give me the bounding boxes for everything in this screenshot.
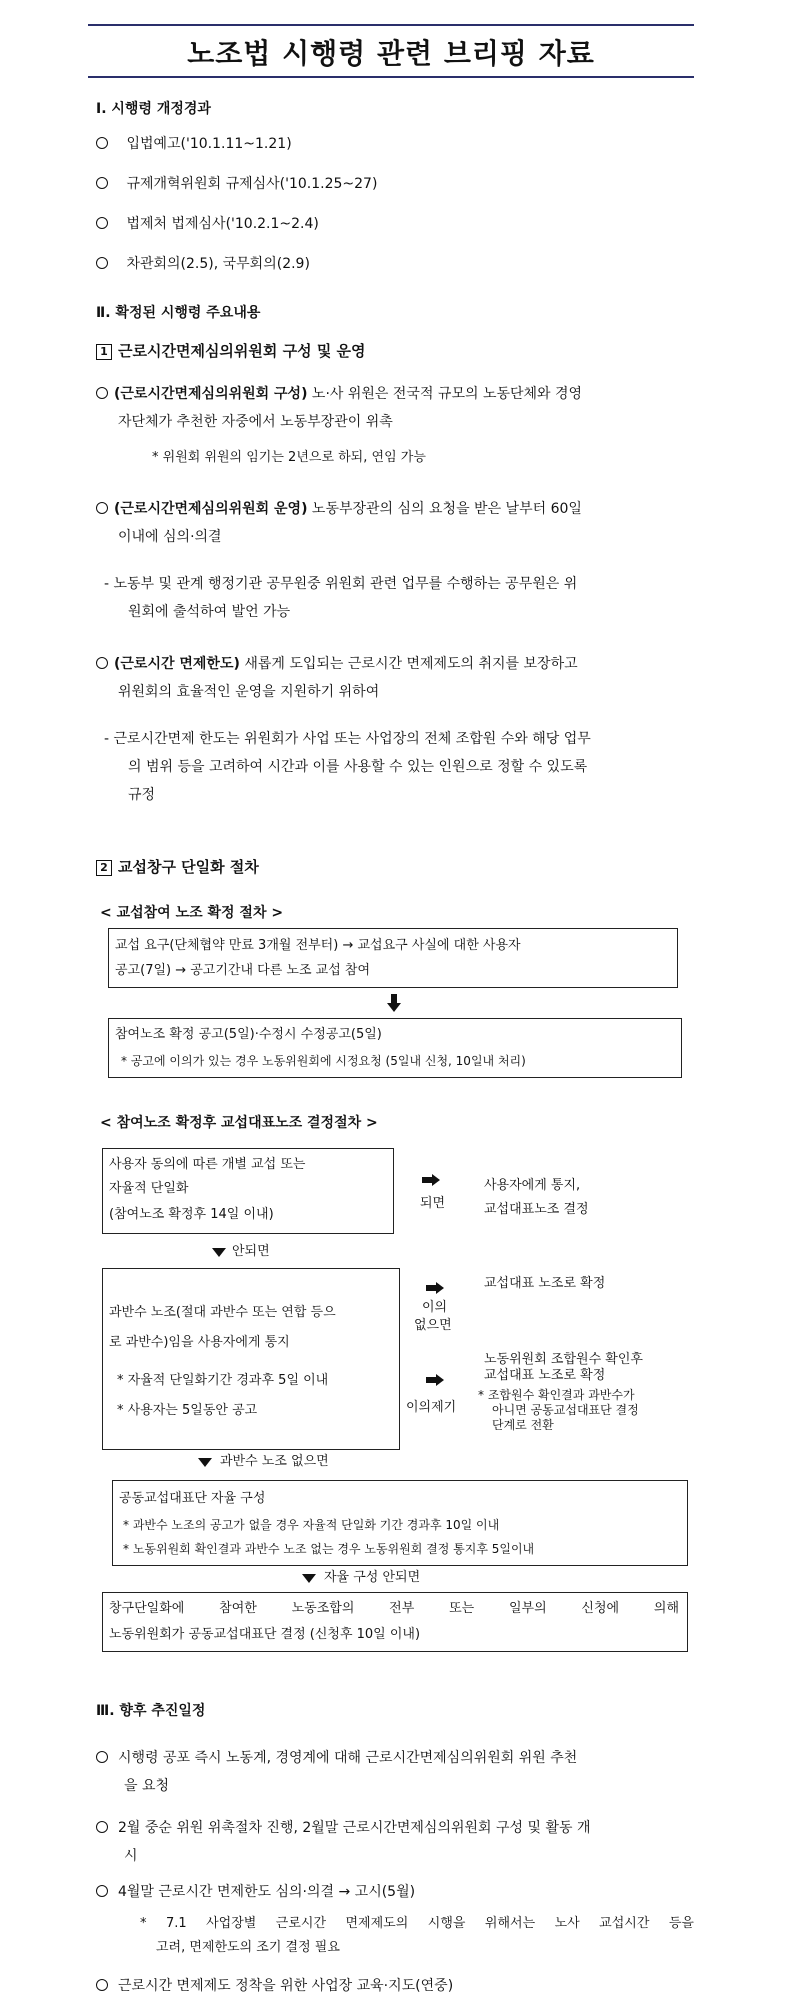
schedule-note: * 7.1 사업장별 근로시간 면제제도의 시행을 위해서는 노사 교섭시간 등을 (140, 1916, 694, 1931)
result-note: * 조합원수 확인결과 과반수가 (478, 1388, 635, 1402)
sec1-item: 법제처 법제심사('10.2.1~2.4) (96, 210, 319, 238)
flow-label: 안되면 (232, 1244, 270, 1259)
right-arrow-icon (426, 1282, 444, 1294)
note-term: * 위원회 위원의 임기는 2년으로 하되, 연임 가능 (152, 450, 426, 465)
flow-box-confirm: 참여노조 확정 공고(5일)·수정시 수정공고(5일) * 공고에 이의가 있는 경우 노동위원회에 시정요청 (5일내 신청, 10일내 처리) (108, 1018, 682, 1078)
dash-item: - 근로시간면제 한도는 위원회가 사업 또는 사업장의 전체 조합원 수와 해당 업무 (104, 731, 591, 747)
circle-bullet (96, 1972, 108, 2000)
down-arrow-icon (198, 1458, 212, 1467)
title-top-rule (88, 24, 694, 26)
circle-bullet-icon (96, 257, 108, 269)
flow1-title: < 교섭참여 노조 확정 절차 > (100, 905, 284, 921)
circle-bullet (96, 1878, 108, 1906)
circle-bullet-icon (96, 387, 108, 399)
section-3-heading: Ⅲ. 향후 추진일정 (96, 1703, 206, 1719)
circle-bullet (96, 1744, 108, 1772)
down-arrow-icon (387, 1003, 401, 1012)
sec1-item: 입법예고('10.1.11~1.21) (96, 130, 292, 158)
para-composition-line2: 자단체가 추천한 자중에서 노동부장관이 위촉 (118, 414, 393, 430)
right-arrow-icon (426, 1374, 444, 1386)
circle-bullet-icon (96, 1821, 108, 1833)
schedule-item: 시행령 공포 즉시 노동계, 경영계에 대해 근로시간면제심의위원회 위원 추천 (118, 1750, 578, 1766)
schedule-note-line2: 고려, 면제한도의 조기 결정 필요 (156, 1940, 340, 1955)
para-exemption-limit: (근로시간 면제한도) 새롭게 도입되는 근로시간 면제제도의 취지를 보장하고 (114, 656, 578, 672)
section-1-heading: Ⅰ. 시행령 개정경과 (96, 101, 211, 117)
down-arrow-icon (212, 1248, 226, 1257)
cond-label: 없으면 (414, 1318, 452, 1333)
para-operation-line2: 이내에 심의·의결 (118, 529, 222, 545)
para-composition: (근로시간면제심의위원회 구성) 노·사 위원은 전국적 규모의 노동단체와 경영 (114, 386, 583, 402)
result-label: 노동위원회 조합원수 확인후 (484, 1352, 643, 1367)
flow2-title: < 참여노조 확정후 교섭대표노조 결정절차 > (100, 1115, 378, 1131)
page-title: 노조법 시행령 관련 브리핑 자료 (187, 37, 595, 70)
flow-box-joint-team: 공동교섭대표단 자율 구성 * 과반수 노조의 공고가 없을 경우 자율적 단일화 기간 경과후 10일 이내 * 노동위원회 확인결과 과반수 노조 없는 경우 노동위원회 결정 통지후 5일이내 (112, 1480, 688, 1566)
dash-item-line2: 의 범위 등을 고려하여 시간과 이를 사용할 수 있는 인원으로 정할 수 있도록 (128, 759, 588, 775)
result-note: 아니면 공동교섭대표단 결정 (492, 1403, 639, 1417)
result-label: 교섭대표노조 결정 (484, 1202, 589, 1217)
cond-label: 이의 (422, 1300, 448, 1315)
flow-label: 자율 구성 안되면 (324, 1570, 421, 1585)
circle-bullet (96, 1814, 108, 1842)
subsection-2-heading: 2 교섭창구 단일화 절차 (96, 856, 259, 877)
cond-label: 되면 (420, 1196, 446, 1211)
circle-bullet-icon (96, 177, 108, 189)
circle-bullet (96, 650, 108, 678)
schedule-item: 2월 중순 위원 위촉절차 진행, 2월말 근로시간면제심의위원회 구성 및 활동 개 (118, 1820, 591, 1836)
circle-bullet-icon (96, 657, 108, 669)
flow-box-commission: 창구단일화에 참여한 노동조합의 전부 또는 일부의 신청에 의해 노동위원회가 공동교섭대표단 결정 (신청후 10일 이내) (102, 1592, 688, 1652)
flow-box-majority: 과반수 노조(절대 과반수 또는 연합 등으 로 과반수)임을 사용자에게 통지 * 자율적 단일화기간 경과후 5일 이내 * 사용자는 5일동안 공고 (102, 1268, 400, 1450)
para-exemption-line2: 위원회의 효율적인 운영을 지원하기 위하여 (118, 684, 380, 700)
section-2-heading: Ⅱ. 확정된 시행령 주요내용 (96, 305, 261, 321)
para-operation: (근로시간면제심의위원회 운영) 노동부장관의 심의 요청을 받은 날부터 60일 (114, 501, 582, 517)
result-label: 교섭대표 노조로 확정 (484, 1368, 606, 1383)
number-box-icon: 2 (96, 860, 112, 876)
circle-bullet-icon (96, 1885, 108, 1897)
result-note: 단계로 전환 (492, 1418, 554, 1432)
dash-item: - 노동부 및 관계 행정기관 공무원중 위원회 관련 업무를 수행하는 공무원은 위 (104, 576, 578, 592)
circle-bullet (96, 380, 108, 408)
title-bottom-rule (88, 76, 694, 78)
number-box-icon: 1 (96, 344, 112, 360)
down-arrow-icon (302, 1574, 316, 1583)
schedule-item: 근로시간 면제제도 정착을 위한 사업장 교육·지도(연중) (118, 1978, 454, 1994)
circle-bullet-icon (96, 1979, 108, 1991)
result-label: 사용자에게 통지, (484, 1178, 581, 1193)
right-arrow-icon (422, 1174, 440, 1186)
schedule-item-line2: 을 요청 (124, 1778, 170, 1794)
flow-label: 과반수 노조 없으면 (220, 1454, 329, 1469)
schedule-item-line2: 시 (124, 1848, 138, 1864)
circle-bullet-icon (96, 137, 108, 149)
schedule-item: 4월말 근로시간 면제한도 심의·의결 → 고시(5월) (118, 1884, 416, 1900)
sec1-item: 규제개혁위원회 규제심사('10.1.25~27) (96, 170, 377, 198)
circle-bullet-icon (96, 1751, 108, 1763)
circle-bullet-icon (96, 217, 108, 229)
subsection-1-heading: 1 근로시간면제심의위원회 구성 및 운영 (96, 340, 366, 361)
dash-item-line2: 원회에 출석하여 발언 가능 (128, 604, 291, 620)
cond-label: 이의제기 (406, 1400, 457, 1415)
dash-item-line3: 규정 (128, 787, 156, 803)
flow-box-request: 교섭 요구(단체협약 만료 3개월 전부터) → 교섭요구 사실에 대한 사용자 공고(7일) → 공고기간내 다른 노조 교섭 참여 (108, 928, 678, 988)
circle-bullet (96, 495, 108, 523)
sec1-item: 차관회의(2.5), 국무회의(2.9) (96, 250, 310, 278)
result-label: 교섭대표 노조로 확정 (484, 1276, 606, 1291)
flow-box-voluntary: 사용자 동의에 따른 개별 교섭 또는 자율적 단일화 (참여노조 확정후 14일 이내) (102, 1148, 394, 1234)
circle-bullet-icon (96, 502, 108, 514)
